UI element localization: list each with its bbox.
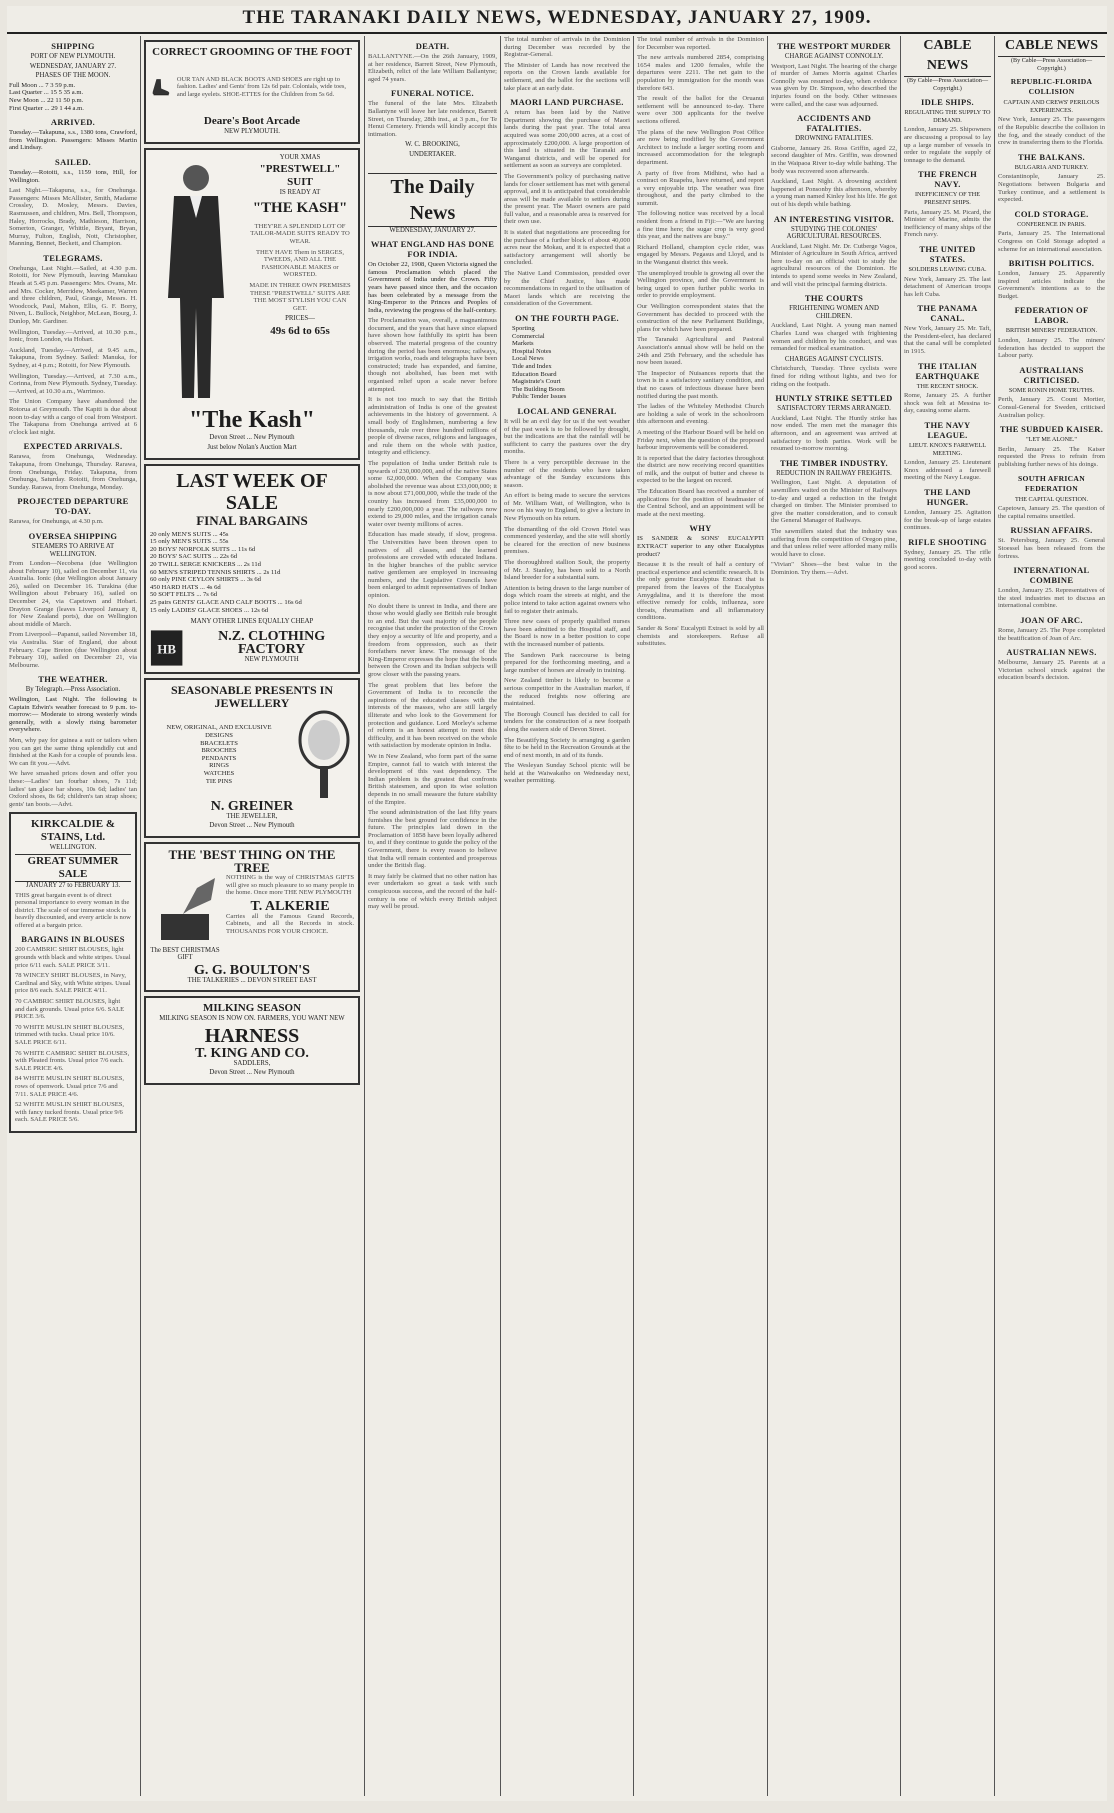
jewellery-line: DESIGNS: [205, 731, 233, 739]
kirkcaldie-sale: GREAT SUMMER SALE: [15, 854, 131, 882]
sailed-heading: SAILED.: [55, 156, 91, 167]
funeral-heading: FUNERAL NOTICE.: [391, 88, 474, 99]
king-name: T. KING AND CO.: [195, 1045, 309, 1061]
cable-subheading-b: (By Cable—Press Association—Copyright.): [1010, 57, 1093, 72]
newspaper-page: [7, 6, 1107, 1801]
sailed-text: Tuesday.—Rotoiti, s.s., 1159 tons, Hill, for Wellington.: [9, 168, 137, 184]
sale-item: 25 pairs GENTS' GLACE AND CALF BOOTS ... 16s 6d: [150, 598, 302, 606]
greiner-name: N. GREINER: [210, 798, 294, 814]
column-rule: [767, 36, 768, 1796]
sale-item: 450 HARD HATS ... 4s 6d: [150, 583, 221, 591]
king-street: Devon Street ... New Plymouth: [209, 1069, 295, 1077]
joan-heading: JOAN OF ARC.: [1020, 614, 1083, 625]
australians-subheading: SOME RONIN HOME TRUTHS.: [1008, 386, 1095, 394]
page-four-item: Public Tender Issues: [512, 393, 567, 401]
huntly-heading: HUNTLY STRIKE SETTLED: [775, 393, 893, 404]
nz-factory-name: N.Z. CLOTHING FACTORY: [218, 628, 326, 657]
sale-item: 20 BOYS' SAC SUITS ... 22s 6d: [150, 553, 238, 561]
steamers-heading: STEAMERS TO ARRIVE AT WELLINGTON.: [31, 542, 115, 558]
kirkcaldie-ad: KIRKCALDIE & STAINS, Ltd. WELLINGTON. GREAT SUMMER SALE JANUARY 27 to FEBRUARY 13. THIS great bargain event is of direct personal importance to every woman in the district. The scale of our immense stock is heavily discounted, and every article is now offered at a bargain price. BARGAINS IN BLOUSES 200 CAMBRIC SHIRT BLOUSES, light grounds with black and white stripes. Usual price 6/11 each. SALE PRICE 3/11. 78 WINCEY SHIRT BLOUSES, in Navy, Cardinal and Sky, with White stripes. Usual price 8/6 each. SALE PRICE 4/11. 70 CAMBRIC SHIRT BLOUSES, light and dark grounds. Usual price 6/6. SALE PRICE 3/6. 70 WHITE MUSLIN SHIRT BLOUSES, trimmed with tucks. Usual price 10/6. SALE PRICE 6/11. 76 WHITE CAMBRIC SHIRT BLOUSES, with Pleated fronts. Usual price 7/6 each. SALE PRICE 4/6. 84 WHITE MUSLIN SHIRT BLOUSES, rows of openwork. Usual price 7/6 and 7/11. SALE PRICE 4/6. 52 WHITE MUSLIN SHIRT BLOUSES, with fancy tucked fronts. Usual price 9/6 each. SALE PRICE 5/6.: [9, 812, 137, 1133]
cold-storage-subheading: CONFERENCE IN PARIS.: [1017, 220, 1086, 228]
column-shipping: SHIPPING PORT OF NEW PLYMOUTH. WEDNESDAY, JANUARY 27. PHASES OF THE MOON. Full Moon ... 7 3 59 p.m. Last Quarter ... 15 5 35 a.m. New Moon ... 22 11 50 p.m. First Quarter ... 29 1 44 a.m. ARRIVED. Tuesday.—Takapuna, s.s., 1380 tons, Crawford, from Wellington. Passengers: Misses Martin and Lindsay. SAILED. Tuesday.—Rotoiti, s.s., 1159 tons, Hill, for Wellington. Last Night.—Takapuna, s.s., for Onehunga. Passengers: Misses McAllister, Smith, Madame Crossley, D. Mosley, Messrs. Davies, Rasmussen, and children, Mrs. Bell, Thompson, Haley, Horrocks, Brady, Mathieson, Harrison, Somerton, Granger, Whittle, Bryant, Bryan, Murray, Fulton, English, Nott, Christopher, Manning, Bennet, Beckett, and Champion. TELEGRAMS. Onehunga, Last Night.—Sailed, at 4.30 p.m. Rotoiti, for New Plymouth, leaving Manukau Heads at 5.45 p.m. Passengers: Mrs. Ovans, Mr. and Mrs. Cocker, Merridew, Meekamer, Warren and three children, Paul, Grange, Messrs. H. Woodcock, Paul, Mahon, Ellis, G. F. Borry, Niven, L. Bullock, Neighbor, McLean, Bourg, J. Dunlop, Mr. Gardiner. Wellington, Tuesday.—Arrived, at 10.30 p.m., Ionic, from London, via Hobart. Auckland, Tuesday.—Arrived, at 9.45 a.m., Takapuna, from Sydney. Sailed: Manuka, for Sydney, at 4 p.m.; Rotoiti, for New Plymouth. Wellington, Tuesday.—Arrived, at 7.30 a.m., Corinna, from New Plymouth. Sydney, Tuesday.—Arrived, at 10.30 a.m., Warrimoo. The Union Company have abandoned the Rotorua at Greymouth. The Kapiti is due about noon to-day with a cargo of coal from Westport. The Takapuna from Onehunga arrived at 6 o'clock last night. EXPECTED ARRIVALS. Rarawa, from Onehunga, Wednesday. Takapuna, from Onehunga, Thursday. Rarawa, from Onehunga, Friday. Takapuna, from Onehunga, Saturday. Rotoiti, from Onehunga, Sunday. Rarawa, from Onehunga, Monday. PROJECTED DEPARTURE TO-DAY. Rarawa, for Onehunga, at 4.30 p.m. OVERSEA SHIPPING STEAMERS TO ARRIVE AT WELLINGTON. From London—Necobena (due Wellington about February 10), sailed on December 11, via Australia. Ionic (due Wellington about January 26), sailed on December 16. Turakina (due Wellington about February 16), sailed on December 24, via Capetown and Hobart. Drayton Grange (leaves Liverpool January 8, for New Zealand ports), due on Wellington about middle of March. From Liverpool—Papanui, sailed November 18, via Australia. Star of England, due about February. Cape Breton (due Wellington about February 10), sailed on December 21, via Melbourne. THE WEATHER. By Telegraph.—Press Association. Wellington, Last Night. The following is Captain Edwin's weather forecast to 9 p.m. to-morrow:— Moderate to strong westerly winds generally, with a slowly rising barometer everywhere. Men, why pay for guinea a suit or tailors when you can get the same thing splendidly cut and finished at the Kash for a couple of pounds less. We can fit you.—Advt. We have smashed prices down and offer you these:—Ladies' tan fourbar shoes, 7s 11d; ladies' tan glace bar shoes, 10s 6d; ladies' tan Oxford shoes, 8s 6d; children's tan strap shoes; gents' tan boots.—Advt. KIRKCALDIE & STAINS, Ltd. WELLINGTON. GREAT SUMMER SALE JANUARY 27 to FEBRUARY 13. THIS great bargain event is of direct personal importance to every woman in the district. The scale of our immense stock is heavily discounted, and every article is now offered at a bargain price. BARGAINS IN BLOUSES 200 CAMBRIC SHIRT BLOUSES, light grounds with black and white stripes. Usual price 6/11 each. SALE PRICE 3/11. 78 WINCEY SHIRT BLOUSES, in Navy, Cardinal and Sky, with White stripes. Usual price 8/6 each. SALE PRICE 4/11. 70 CAMBRIC SHIRT BLOUSES, light and dark grounds. Usual price 6/6. SALE PRICE 3/6. 70 WHITE MUSLIN SHIRT BLOUSES, trimmed with tucks. Usual price 10/6. SALE PRICE 6/11. 76 WHITE CAMBRIC SHIRT BLOUSES, with Pleated fronts. Usual price 7/6 each. SALE PRICE 4/6. 84 WHITE MUSLIN SHIRT BLOUSES, rows of openwork. Usual price 7/6 and 7/11. SALE PRICE 4/6. 52 WHITE MUSLIN SHIRT BLOUSES, with fancy tucked fronts. Usual price 9/6 each. SALE PRICE 5/6.: [9, 36, 137, 1796]
labor-subheading: BRITISH MINERS' FEDERATION.: [1005, 327, 1098, 335]
drowning-subheading: DROWNING FATALITIES.: [795, 135, 873, 143]
visitor-heading: AN INTERESTING VISITOR.: [773, 213, 895, 224]
land-hunger-heading: THE LAND HUNGER.: [924, 487, 971, 507]
kirkcaldie-dates: JANUARY 27 to FEBRUARY 13.: [25, 881, 121, 889]
projected-heading: PROJECTED DEPARTURE TO-DAY.: [17, 496, 129, 517]
kirkcaldie-bargains: BARGAINS IN BLOUSES: [21, 934, 125, 945]
courts-subheading: FRIGHTENING WOMEN AND CHILDREN.: [789, 305, 879, 320]
westport-heading: THE WESTPORT MURDER: [777, 41, 891, 51]
sale-item: 15 only MEN'S SUITS ... 55s: [150, 538, 229, 546]
milking-title: MILKING SEASON: [202, 1002, 302, 1015]
timber-heading: THE TIMBER INDUSTRY.: [780, 457, 888, 468]
tree-title: THE 'BEST THING ON THE TREE: [168, 846, 336, 875]
boot-icon: [150, 63, 171, 111]
labor-heading: FEDERATION OF LABOR.: [1014, 305, 1089, 326]
tree-box: The BEST CHRISTMAS GIFT: [150, 946, 220, 962]
cold-storage-heading: COLD STORAGE.: [1014, 208, 1089, 219]
combine-heading: INTERNATIONAL COMBINE: [1013, 565, 1090, 586]
undertaker-title: UNDERTAKER.: [409, 150, 456, 158]
huntly-subheading: SATISFACTORY TERMS ARRANGED.: [777, 405, 891, 413]
column-cable-news-b: CABLE NEWS (By Cable—Press Association—Copyright.) REPUBLIC-FLORIDA COLLISION CAPTAIN AND CREWS' PERILOUS EXPERIENCES. New York, January 25. The passengers of the Republic describe the collision in the fog, and the steady conduct of the crew in transferring them to the Florida. THE BALKANS. BULGARIA AND TURKEY. Constantinople, January 25. Negotiations between Bulgaria and Turkey continue, and a settlement is expected. COLD STORAGE. CONFERENCE IN PARIS. Paris, January 25. The International Congress on Cold Storage adopted a scheme for an international association. BRITISH POLITICS. London, January 25. Apparently inspired articles indicate the Government's intentions as to the Budget. FEDERATION OF LABOR. BRITISH MINERS' FEDERATION. London, January 25. The miners' federation has decided to support the Labour party. AUSTRALIANS CRITICISED. SOME RONIN HOME TRUTHS. Perth, January 25. Count Mortier, Consul-General for Sweden, criticised Australian policy. THE SUBDUED KAISER. "LET ME ALONE." Berlin, January 25. The Kaiser requested the Press to refrain from publishing further news of his doings. SOUTH AFRICAN FEDERATION THE CAPITAL QUESTION. Capetown, January 25. The question of the capital remains unsettled. RUSSIAN AFFAIRS. St. Petersburg, January 25. General Stoessel has been released from the fortress. INTERNATIONAL COMBINE London, January 25. Representatives of the steel industries met to discuss an international combine. JOAN OF ARC. Rome, January 25. The Pope completed the beatification of Joan of Arc. AUSTRALIAN NEWS. Melbourne, January 25. Parents at a Victorian school struck against the education board's decision.: [998, 38, 1105, 682]
jewellery-line: NEW, ORIGINAL, AND EXCLUSIVE: [166, 724, 272, 732]
maori-heading: MAORI LAND PURCHASE.: [510, 97, 624, 108]
french-navy-subheading: INEFFICIENCY OF THE PRESENT SHIPS.: [915, 191, 980, 206]
greiner-street: Devon Street ... New Plymouth: [209, 822, 295, 830]
kash-name: "THE KASH": [252, 199, 348, 216]
page-four-item: Magistrate's Court: [512, 378, 561, 386]
page-four-item: Tide and Index: [512, 362, 552, 370]
hand-mirror-icon: [294, 710, 354, 800]
moon-heading: PHASES OF THE MOON.: [35, 72, 111, 80]
weather-text: Wellington, Last Night. The following is Captain Edwin's weather forecast to 9 p.m. to-morrow:— Moderate to strong westerly winds generally, with a slowly rising barometer everywhere.: [9, 696, 137, 734]
jewellery-line: TIE PINS: [205, 777, 233, 785]
page-four-item: Education Board: [512, 370, 557, 378]
moon-row: First Quarter ... 29 1 44 a.m.: [9, 104, 84, 112]
cable-subheading-a: (By Cable—Press Association—Copyright.): [906, 77, 989, 92]
suit-figure-icon: [152, 158, 240, 408]
column-rule: [500, 36, 501, 1796]
cable-heading-b: CABLE NEWS: [998, 36, 1105, 57]
footwear-title: CORRECT GROOMING OF THE FOOT: [152, 46, 352, 58]
nz-factory-town: NEW PLYMOUTH: [244, 655, 299, 663]
column-news-b: The total number of arrivals in the Dominion for December was reported. The new arrivals numbered 2854, comprising 1654 males and 1200 females, while the departures were 2211. The net gain to the population by immigration for the month was therefore 643. The result of the ballot for the Oruanui settlement will be announced to-day. There were over 300 applicants for the twelve sections offered. The plans of the new Wellington Post Office are now being modified by the Government Architect to include a larger sorting room and increased accommodation for the telegraph department. A party of five from Midhirst, who had a contract on Ruapehu, have returned, and report a very enjoyable trip. The weather was fine throughout, and the party climbed to the summit. The following notice was received by a local resident from a friend in Fiji:—"We are having a fine time here; the sugar crop is very good this year, and the natives are busy." Richard Holland, champion cycle rider, was engaged by Messrs. Pegasus and Lloyd, and is in the Wanganui district this week. The unemployed trouble is growing all over the Wellington province, and the Government is being urged to open further public works in order to provide employment. Our Wellington correspondent states that the Government has decided to proceed with the construction of the new Parliament Buildings, plans for which have been prepared. The Taranaki Agricultural and Pastoral Association's annual show will be held on the 24th and 25th February, and the schedule has now been issued. The Inspector of Nuisances reports that the town is in a satisfactory sanitary condition, and that no cases of infectious disease have been notified during the past month. The ladies of the Whiteley Methodist Church are holding a sale of work in the schoolroom this afternoon and evening. A meeting of the Harbour Board will be held on Friday next, when the question of the proposed harbour improvements will be considered. It is reported that the dairy factories throughout the district are now receiving record quantities of milk, and the output of butter and cheese is expected to be the largest on record. The Education Board has received a number of applications for the position of headmaster of the Central School, and an appointment will be made at the next meeting. WHY IS SANDER & SONS' EUCALYPTI EXTRACT superior to any other Eucalyptus product? Because it is the result of half a century of practical experience and scientific research. It is the only genuine Eucalyptus Extract that is prepared from the leaves of the Eucalyptus Amygdalina, and it is therefore the most effective remedy for colds, influenza, sore throats, rheumatism and all inflammatory conditions. Sander & Sons' Eucalypti Extract is sold by all chemists and storekeepers. Refuse all substitutes.: [637, 36, 764, 648]
sale-item: 60 MEN'S STRIPED TENNIS SHIRTS ... 2s 11d: [150, 568, 281, 576]
sale-more: MANY OTHER LINES EQUALLY CHEAP: [190, 618, 314, 626]
sale-title: LAST WEEK OF SALE: [176, 469, 328, 514]
footwear-shop: Deare's Boot Arcade: [203, 115, 301, 127]
kash-logo: "The Kash": [188, 407, 315, 434]
weather-heading: THE WEATHER.: [38, 674, 108, 685]
jewellery-line: PENDANTS: [201, 754, 237, 762]
page-four-item: The Building Boom: [512, 385, 565, 393]
jewellery-line: BRACELETS: [200, 739, 238, 747]
collision-heading: REPUBLIC-FLORIDA COLLISION: [1010, 77, 1093, 97]
sale-item: 15 only LADIES' GLACE SHOES ... 12s 6d: [150, 606, 269, 614]
sale-item: 20 TWILL SERGE KNICKERS ... 2s 11d: [150, 560, 261, 568]
greiner-subtitle: THE JEWELLER,: [226, 812, 278, 820]
port-title: PORT OF NEW PLYMOUTH.: [30, 53, 116, 60]
kash-prices-label: PRICES—: [285, 315, 315, 323]
accidents-heading: ACCIDENTS AND FATALITIES.: [796, 113, 872, 134]
sale-subtitle: FINAL BARGAINS: [196, 512, 308, 528]
collision-subheading: CAPTAIN AND CREWS' PERILOUS EXPERIENCES.: [1003, 99, 1100, 114]
masthead: THE TARANAKI DAILY NEWS, WEDNESDAY, JANUARY 27, 1909.: [7, 6, 1107, 34]
sale-item: 50 SOFT FELTS ... 7s 6d: [150, 591, 218, 599]
balkans-subheading: BULGARIA AND TURKEY.: [1014, 163, 1089, 171]
page-four-item: Sporting: [512, 325, 535, 332]
shipping-date: WEDNESDAY, JANUARY 27.: [29, 62, 117, 70]
column-rule: [140, 36, 141, 1796]
french-navy-heading: THE FRENCH NAVY.: [918, 169, 977, 190]
page-four-item: Local News: [512, 355, 544, 363]
rifle-heading: RIFLE SHOOTING: [908, 536, 987, 547]
russian-heading: RUSSIAN AFFAIRS.: [1010, 525, 1093, 536]
courts-heading: THE COURTS: [804, 293, 864, 304]
why-text: IS SANDER & SONS' EUCALYPTI EXTRACT superior to any other Eucalyptus product?: [637, 535, 764, 558]
boulton-street: THE TALKERIES ... DEVON STREET EAST: [187, 976, 317, 984]
local-heading: LOCAL AND GENERAL: [517, 405, 617, 416]
sale-item: 20 BOYS' NORFOLK SUITS ... 11s 6d: [150, 545, 256, 553]
cyclists-subheading: CHARGES AGAINST CYCLISTS.: [784, 355, 884, 363]
us-heading: THE UNITED STATES.: [919, 243, 976, 264]
boulton-name: G. G. BOULTON'S: [194, 962, 310, 978]
weather-byline: By Telegraph.—Press Association.: [25, 686, 121, 694]
kash-below: Just below Nolan's Auction Mart: [207, 444, 297, 451]
column-rule: [364, 36, 365, 1796]
cable-heading-a: CABLE NEWS: [904, 36, 991, 77]
arrived-text: Tuesday.—Takapuna, s.s., 1380 tons, Crawford, from Wellington. Passengers: Misses Martin and Lindsay.: [9, 129, 137, 152]
expected-heading: EXPECTED ARRIVALS.: [23, 441, 123, 452]
telegrams-heading: TELEGRAMS.: [43, 252, 103, 263]
harness-ad: [144, 996, 360, 1085]
kash-street: Devon Street ... New Plymouth: [209, 434, 295, 442]
death-heading: DEATH.: [415, 41, 450, 51]
navy-league-subheading: LIEUT. KNOX'S FAREWELL MEETING.: [908, 442, 986, 457]
jewellery-title: SEASONABLE PRESENTS IN JEWELLERY: [170, 682, 334, 710]
kirkcaldie-title: KIRKCALDIE & STAINS, Ltd.: [30, 818, 116, 844]
moon-row: Full Moon ... 7 3 59 p.m.: [9, 81, 76, 89]
jewellery-line: BROOCHES: [201, 747, 237, 755]
footwear-town: NEW PLYMOUTH.: [224, 128, 280, 135]
milking-sub: MILKING SEASON IS NOW ON. FARMERS, YOU WANT NEW: [159, 1015, 345, 1023]
kash-suit-name: "PRESTWELL": [259, 163, 341, 176]
col4-intro: The total number of arrivals in the Dominion during December was recorded by the Registrar-General.: [504, 36, 630, 59]
kaiser-heading: THE SUBDUED KAISER.: [999, 424, 1104, 435]
column-rule: [994, 36, 995, 1796]
kash-price-range: 49s 6d to 65s: [270, 324, 330, 337]
page-four-item: Commercial: [512, 332, 545, 340]
page-four-heading: ON THE FOURTH PAGE.: [515, 313, 619, 323]
column-editorial: DEATH. BALLANTYNE.—On the 26th January, 1909, at her residence, Barrett Street, New Plymouth, Elizabeth, relict of the late William Ballantyne; aged 74 years. FUNERAL NOTICE. The funeral of the late Mrs. Elizabeth Ballantyne will leave her late residence, Barrett Street, on Thursday, 28th inst., at 3 p.m., for Te Henui Cemetery. Friends will kindly accept this intimation. W. C. BROOKING, UNDERTAKER. The Daily News WEDNESDAY, JANUARY 27. WHAT ENGLAND HAS DONE FOR INDIA. On October 22, 1908, Queen Victoria signed the famous Proclamation which placed the Government of India under the Crown. Fifty years have passed since then, and the occasion has been celebrated by a message from the King-Emperor to the Princes and Peoples of India, reviewing the progress of the half-century. The Proclamation was, overall, a magnanimous document, and the years that have since elapsed have shown how faithfully its spirit has been observed. The material progress of the country during the period has been enormous; railways, irrigation works, roads and telegraphs have been constructed; trade has expanded, and famine, though not abolished, has been met with organised relief upon a scale never before attempted. It is not too much to say that the British administration of India is one of the greatest achievements in the history of government. A small body of Englishmen, numbering a few thousands, rule over three hundred millions of people of diverse races, religions and languages, and rule them on the whole with justice, integrity and efficiency. The population of India under British rule is upwards of 230,000,000, and of the native States some 62,000,000. When the Company was abolished the revenue was about £33,000,000; it is now about £71,000,000, while the trade of the country has increased from £35,000,000 to nearly £200,000,000 a year. The railways now extend to 29,000 miles, and the irrigation canals water over twenty millions of acres. Education has made steady, if slow, progress. The Universities have been thrown open to natives of all classes, and the learned professions are crowded with educated Indians. In the higher branches of the public service native gentlemen are employed in increasing numbers, and the Legislative Councils have been enlarged to admit representatives of Indian opinion. No doubt there is unrest in India, and there are those who would gladly see British rule brought to an end. But the vast majority of the people recognise that under the protection of the Crown they enjoy a security of life and property, and a freedom from oppression, such as their forefathers never knew. The message of the King-Emperor expresses the hope that the bonds between the Crown and its Indian subjects will grow closer with the passing years. The great problem that lies before the Government of India is to reconcile the aspirations of the educated classes with the interests of the masses, who are still largely illiterate and who look to the Government for protection and guidance. Lord Morley's scheme of reform is an honest attempt to meet this difficulty, and it has been received on the whole with satisfaction by moderate opinion in India. We in New Zealand, who form part of the same Empire, cannot fail to watch with interest the development of this vast dependency. The Indian problem is the greatest that confronts British statesmen, and upon its wise solution depends in no small measure the future stability of the Empire. The sound administration of the last fifty years furnishes the best ground for confidence in the future. The principles laid down in the Proclamation of 1858 have been loyally adhered to, and if they continue to guide the policy of the Government, there is every reason to believe that India will remain contented and prosperous under the British flag. It may fairly be claimed that no other nation has ever undertaken so great a task with such conspicuous success, and the record of the half-century is one of which every British subject may well be proud.: [368, 41, 497, 911]
why-heading: WHY: [689, 523, 712, 534]
jewellery-line: RINGS: [209, 762, 229, 770]
col5-intro: The total number of arrivals in the Dominion for December was reported.: [637, 36, 764, 51]
page-four-item: Markets: [512, 340, 534, 348]
arrived-heading: ARRIVED.: [50, 117, 96, 128]
south-africa-heading: SOUTH AFRICAN FEDERATION: [1018, 473, 1085, 493]
page-four-item: Hospital Notes: [512, 347, 552, 355]
kash-ready: IS READY AT: [279, 189, 321, 197]
jewellery-line: WATCHES: [203, 769, 235, 777]
svg-text:HB: HB: [157, 641, 177, 657]
shipping-heading: SHIPPING: [51, 41, 95, 51]
moon-row: New Moon ... 22 11 50 p.m.: [9, 96, 84, 104]
idle-ships-heading: IDLE SHIPS.: [921, 97, 974, 108]
leader-text: On October 22, 1908, Queen Victoria signed the famous Proclamation which placed the Government of India under the Crown. Fifty years have passed since then, and the occasion has been celebrated by a message from the King-Emperor to the Princes and Peoples of India, reviewing the progress of the half-century.: [368, 261, 497, 314]
clothing-sale-ad: [144, 464, 360, 674]
kaiser-subheading: "LET ME ALONE.": [1026, 436, 1077, 444]
king-sub: SADDLERS,: [233, 1059, 271, 1067]
column-cable-news-a: CABLE NEWS (By Cable—Press Association—Copyright.) IDLE SHIPS. REGULATING THE SUPPLY TO DEMAND. London, January 25. Shipowners are discussing a proposal to lay up a large number of vessels in order to regulate the supply of tonnage to the demand. THE FRENCH NAVY. INEFFICIENCY OF THE PRESENT SHIPS. Paris, January 25. M. Picard, the Minister of Marine, admits the inefficiency of many ships of the French navy. THE UNITED STATES. SOLDIERS LEAVING CUBA. New York, January 25. The last detachment of American troops has left Cuba. THE PANAMA CANAL. New York, January 25. Mr. Taft, the President-elect, has declared that the canal will be completed in 1915. THE ITALIAN EARTHQUAKE THE RECENT SHOCK. Rome, January 25. A further shock was felt at Messina to-day, causing some alarm. THE NAVY LEAGUE. LIEUT. KNOX'S FAREWELL MEETING. London, January 25. Lieutenant Knox addressed a farewell meeting of the Navy League. THE LAND HUNGER. London, January 25. Agitation for the break-up of large estates continues. RIFLE SHOOTING Sydney, January 25. The rifle meeting concluded to-day with good scores.: [904, 38, 991, 571]
kash-suit-word: SUIT: [287, 176, 313, 189]
column-rule: [633, 36, 634, 1796]
column-telegraph-news: THE WESTPORT MURDER CHARGE AGAINST CONNOLLY. Westport, Last Night. The hearing of the charge of murder of James Morris against Charles Connolly was resumed to-day, when evidence was given by Dr. Simpson, who described the injuries found on the body. Other witnesses were called, and the case was adjourned. ACCIDENTS AND FATALITIES. DROWNING FATALITIES. Gisborne, January 26. Ross Griffin, aged 22, second daughter of Mrs. Griffin, was drowned in the Waipaoa River to-day while bathing. The body was recovered soon afterwards. Auckland, Last Night. A drowning accident happened at Ponsonby this afternoon, whereby a young man named Kinley lost his life. He got out of his depth while bathing. AN INTERESTING VISITOR. STUDYING THE COLONIES' AGRICULTURAL RESOURCES. Auckland, Last Night. Mr. Dr. Cutberge Vagos, Minister of Agriculture in South Africa, arrived here to-day on an official visit to study the agricultural resources of the Dominion. He intends to spend some weeks in New Zealand, and will visit the principal farming districts. THE COURTS FRIGHTENING WOMEN AND CHILDREN. Auckland, Last Night. A young man named Charles Lund was charged with frightening women and children by his conduct, and was remanded for medical examination. CHARGES AGAINST CYCLISTS. Christchurch, Tuesday. Three cyclists were fined for riding without lights, and two for riding on the footpath. HUNTLY STRIKE SETTLED SATISFACTORY TERMS ARRANGED. Auckland, Last Night. The Huntly strike has now ended. The men met the manager this afternoon, and an agreement was arrived at satisfactory to both parties. Work will be resumed to-morrow morning. THE TIMBER INDUSTRY. REDUCTION IN RAILWAY FREIGHTS. Wellington, Last Night. A deputation of sawmillers waited on the Minister of Railways to-day and urged a reduction in the freight charged on timber. The Minister promised to give the matter consideration, and to consult the General Manager of Railways. The sawmillers stated that the industry was suffering from the competition of Oregon pine, and that unless relief were afforded many mills would have to close. "Vivian" Shoes—the best value in the Dominion. Try them.—Advt.: [771, 41, 897, 576]
westport-subheading: CHARGE AGAINST CONNOLLY.: [784, 53, 884, 60]
nz-factory-logo-icon: [150, 628, 183, 668]
sale-item: 60 only PINE CEYLON SHIRTS ... 3s 6d: [150, 576, 261, 584]
column-news-a: The total number of arrivals in the Dominion during December was recorded by the Registrar-General. The Minister of Lands has now received the reports on the Crown lands available for settlement, and the ballot for the sections will take place at an early date. MAORI LAND PURCHASE. A return has been laid by the Native Department showing the purchase of Maori lands during the past year. The total area acquired was some 200,000 acres, at a cost of approximately £200,000. A large proportion of this land is situated in the Taranaki and Wanganui districts, and will be opened for settlement as soon as surveys are completed. The Government's policy of purchasing native lands for closer settlement has met with general approval, and it is anticipated that considerable areas will be made available to settlers during the present year. The Maori owners are paid full value, and a reasonable area is reserved for their own use. It is stated that negotiations are proceeding for the purchase of a further block of about 40,000 acres near the Mokau, and it is expected that a satisfactory arrangement will shortly be concluded. The Native Land Commission, presided over by the Chief Justice, has made recommendations in regard to the utilisation of Maori lands which are receiving the consideration of the Government. ON THE FOURTH PAGE. Sporting Commercial Markets Hospital Notes Local News Tide and Index Education Board Magistrate's Court The Building Boom Public Tender Issues LOCAL AND GENERAL It will be an evil day for us if the wet weather of the past week is to be followed by drought, but the indications are that the rainfall will be sufficient to carry the pastures over the dry months. There is a very perceptible decrease in the number of the residents who have taken advantage of the Sunday excursions this season. An effort is being made to secure the services of Mr. William Watt, of Wellington, who is now on his way to England, to give a lecture in New Plymouth on his return. The dismantling of the old Crown Hotel was commenced yesterday, and the site will shortly be cleared for the erection of new business premises. The thoroughbred stallion Soult, the property of Mr. J. Stanley, has been sold to a North Island breeder for a substantial sum. Attention is being drawn to the large number of dogs which roam the streets at night, and the police intend to take action against owners who fail to register their animals. Three new cases of properly qualified nurses have been admitted to the Hospital staff, and the Board is now in a better position to cope with the increased number of patients. The Sandown Park racecourse is being prepared for the forthcoming meeting, and a large number of horses are already in training. New Zealand timber is likely to become a serious competitor in the Australian market, if the reduced freights now offering are maintained. The Borough Council has decided to call for tenders for the construction of a new footpath along the eastern side of Devon Street. The Beautifying Society is arranging a garden fête to be held in the Recreation Grounds at the end of next month, in aid of its funds. The Wesleyan Sunday School picnic will be held at the Waiwakaiho on Wednesday next, weather permitting.: [504, 36, 630, 785]
harness-title: HARNESS: [204, 1024, 300, 1047]
italian-subheading: THE RECENT SHOCK.: [916, 382, 979, 390]
kirkcaldie-city: WELLINGTON.: [49, 844, 97, 852]
visitor-subheading: STUDYING THE COLONIES' AGRICULTURAL RESOURCES.: [786, 225, 882, 241]
kash-ad: YOUR XMAS "PRESTWELL" SUIT IS READY AT "THE KASH" THEY'RE A SPLENDID LOT OF TAILOR-MADE SUITS READY TO WEAR. THEY HAVE Them in SERGES, TWEEDS, AND ALL THE FASHIONABLE MAKES or WORSTED. MADE IN THREE OWN PREMISES THESE "PRESTWELL" SUITS ARE THE MOST STYLISH YOU CAN GET. PRICES— 49s 6d to 65s "The Kash" Devon Street ... New Plymouth Just below Nolan's Auction Mart: [144, 148, 360, 460]
gramophone-icon: [153, 874, 217, 944]
talkerie-ad: THE 'BEST THING ON THE TREE The BEST CHRISTMAS GIFT NOTHING is the way of CHRISTMAS GIFTS will give so much pleasure to so many people in the home. Once more THE NEW PLYMOUTH T. ALKERIE Carries all the Famous Grand Records, Cabinets, and all the Records in stock. THOUSANDS FOR YOUR CHOICE. G. G. BOULTON'S THE TALKERIES ... DEVON STREET EAST: [144, 842, 360, 992]
leader-heading: WHAT ENGLAND HAS DONE FOR INDIA.: [370, 239, 495, 260]
idle-ships-subheading: REGULATING THE SUPPLY TO DEMAND.: [904, 109, 991, 124]
kash-your: YOUR XMAS: [279, 153, 321, 161]
navy-league-heading: THE NAVY LEAGUE.: [924, 420, 971, 441]
paper-date: WEDNESDAY, JANUARY 27.: [389, 226, 476, 234]
balkans-heading: THE BALKANS.: [1018, 151, 1085, 162]
us-subheading: SOLDIERS LEAVING CUBA.: [908, 265, 987, 273]
australian-news-heading: AUSTRALIAN NEWS.: [1006, 647, 1097, 658]
column-rule: [900, 36, 901, 1796]
footwear-ad: CORRECT GROOMING OF THE FOOT OUR TAN AND BLACK BOOTS AND SHOES are right up to fashion. Ladies' and Gents' from 12s 6d pair. Colonials, wide toes, and large eyelets. SHOE-ETTES for the Children from 5s 6d. Deare's Boot Arcade NEW PLYMOUTH.: [144, 40, 360, 144]
australians-heading: AUSTRALIANS CRITICISED.: [1019, 364, 1084, 385]
sale-item: 20 only MEN'S SUITS ... 45s: [150, 530, 229, 538]
panama-heading: THE PANAMA CANAL.: [917, 303, 978, 324]
moon-row: Last Quarter ... 15 5 35 a.m.: [9, 89, 84, 97]
british-politics-heading: BRITISH POLITICS.: [1008, 258, 1095, 269]
overseas-heading: OVERSEA SHIPPING: [28, 530, 118, 541]
tree-name: T. ALKERIE: [250, 898, 330, 914]
column-advertisements: [144, 36, 360, 1796]
undertaker-name: W. C. BROOKING,: [405, 141, 460, 149]
jewellery-ad: [144, 678, 360, 838]
timber-subheading: REDUCTION IN RAILWAY FREIGHTS.: [776, 469, 892, 477]
south-africa-subheading: THE CAPITAL QUESTION.: [1014, 495, 1088, 503]
italian-heading: THE ITALIAN EARTHQUAKE: [915, 360, 980, 381]
paper-title: The Daily News: [368, 173, 497, 227]
